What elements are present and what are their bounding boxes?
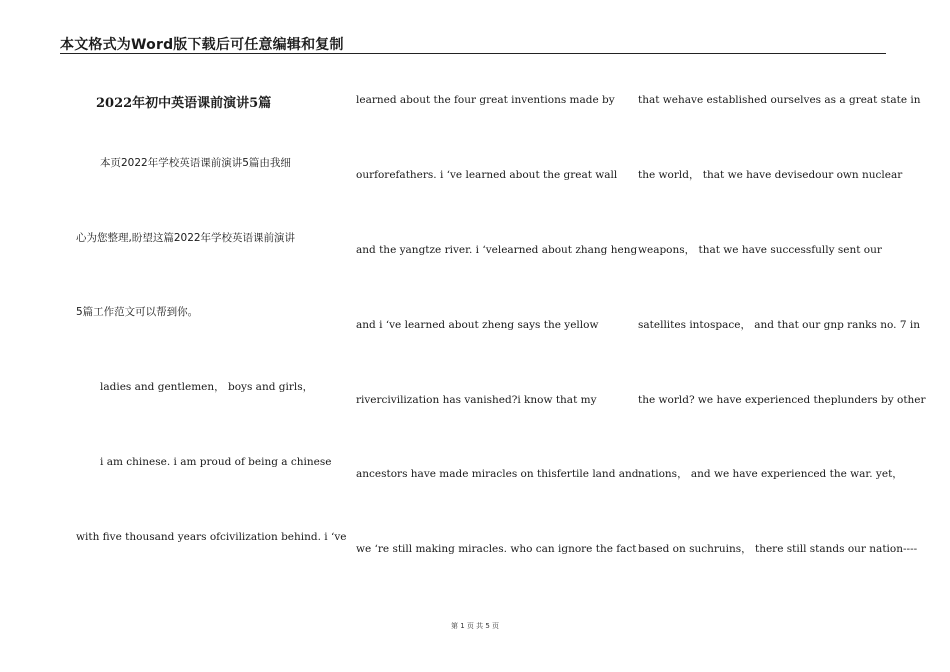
paragraph-line: ourforefathers. i ‘ve learned about the great wall — [356, 169, 618, 181]
paragraph-line: weapons， that we have successfully sent our — [638, 244, 882, 256]
paragraph-line: 5篇工作范文可以帮到你。 — [76, 306, 199, 318]
paragraph-line: based on suchruins， there still stands our nation---- — [638, 543, 918, 555]
paragraph-line: that wehave established ourselves as a great state in — [638, 94, 921, 106]
paragraph-line: we ‘re still making miracles. who can ignore the fact — [356, 543, 637, 555]
paragraph-line: 本页2022年学校英语课前演讲5篇由我细 — [100, 157, 291, 169]
paragraph-line: 心为您整理,盼望这篇2022年学校英语课前演讲 — [76, 232, 296, 244]
header-title: 本文格式为Word版下载后可任意编辑和复制 — [60, 37, 344, 53]
paragraph-line: the world， that we have devisedour own nuclear — [638, 169, 903, 181]
paragraph-line: and the yangtze river. i ‘velearned about zhang heng — [356, 244, 638, 256]
paragraph-line: the world? we have experienced theplunders by other — [638, 394, 926, 406]
paragraph-line: with five thousand years ofcivilization behind. i ‘ve — [76, 531, 347, 543]
paragraph-line: rivercivilization has vanished?i know that my — [356, 394, 597, 406]
paragraph-line: i am chinese. i am proud of being a chinese — [100, 456, 332, 468]
paragraph-line: ancestors have made miracles on thisfertile land and — [356, 468, 639, 480]
paragraph-line: nations， and we have experienced the war. yet， — [638, 468, 903, 480]
paragraph-line: learned about the four great inventions made by — [356, 94, 615, 106]
page-footer: 第 1 页 共 5 页 — [450, 622, 500, 630]
paragraph-line: satellites intospace， and that our gnp ranks no. 7 in — [638, 319, 920, 331]
header-rule — [60, 53, 886, 54]
paragraph-line: ladies and gentlemen， boys and girls， — [100, 381, 314, 393]
paragraph-line: and i ‘ve learned about zheng says the yellow — [356, 319, 599, 331]
document-title: 2022年初中英语课前演讲5篇 — [96, 96, 272, 111]
